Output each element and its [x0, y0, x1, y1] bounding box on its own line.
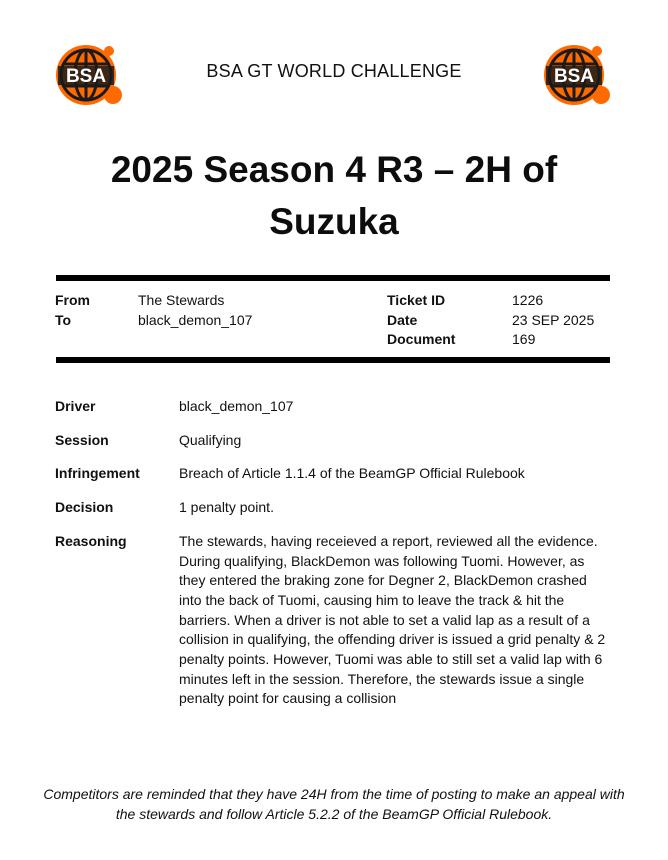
reasoning-label: Reasoning [55, 532, 127, 549]
from-label: From [55, 292, 90, 308]
appeal-notice: Competitors are reminded that they have 24H from the time of posting to make an appeal with the stewards and follow Article 5.2.2 of the BeamGP Official Rulebook. [43, 786, 625, 822]
to-label: To [55, 311, 72, 328]
meta-ticket-row [387, 291, 594, 311]
meta-from-row [55, 291, 252, 311]
event-title: 2025 Season 4 R3 – 2H of Suzuka [110, 149, 558, 242]
session-value: Qualifying [179, 431, 242, 448]
reasoning-value: The stewards, having receieved a report, reviewed all the evidence. During qualifying, BlackDemon was following Tuomi. However, as they entered the braking zone for Degner 2, BlackDemon crashed into the back of Tuomi, causing him to leave the track & hit the barriers. When a driver is not able to set a valid lap as a result of a collision in qualifying, the offending driver is issued a grid penalty & 2 penalty points. However, Tuomi was able to still set a valid lap with 6 minutes left in the session. Therefore, the stewards issue a single penalty point for causing a collision [179, 532, 606, 707]
session-label: Session [55, 431, 109, 448]
detail-row-reasoning [55, 532, 615, 709]
meta-to-row [55, 311, 252, 331]
ticket-id-value: 1226 [512, 292, 544, 308]
detail-row-infringement [55, 464, 615, 484]
decision-label: Decision [55, 499, 114, 516]
svg-text:BSA: BSA [553, 66, 595, 87]
detail-row-driver [55, 397, 615, 417]
decision-details [55, 397, 615, 723]
meta-right [387, 291, 594, 350]
driver-label: Driver [55, 398, 96, 414]
meta-document-row [387, 330, 594, 350]
divider-top [56, 275, 610, 281]
org-title: BSA GT WORLD CHALLENGE [206, 61, 462, 81]
meta-date-row [387, 311, 594, 331]
document-label: Document [387, 331, 456, 347]
date-label: Date [387, 311, 418, 328]
to-value: black_demon_107 [138, 311, 253, 328]
driver-value: black_demon_107 [179, 398, 294, 414]
decision-value: 1 penalty point. [179, 499, 274, 516]
meta-left [55, 291, 252, 330]
date-value: 23 SEP 2025 [512, 311, 595, 328]
detail-row-decision [55, 498, 615, 518]
ticket-id-label: Ticket ID [387, 292, 446, 308]
infringement-value: Breach of Article 1.1.4 of the BeamGP Official Rulebook [179, 465, 525, 482]
svg-text:BSA: BSA [65, 66, 107, 87]
detail-row-session [55, 431, 615, 451]
divider-bottom [56, 357, 610, 363]
infringement-label: Infringement [55, 465, 140, 482]
document-value: 169 [512, 331, 536, 347]
from-value: The Stewards [138, 292, 225, 308]
